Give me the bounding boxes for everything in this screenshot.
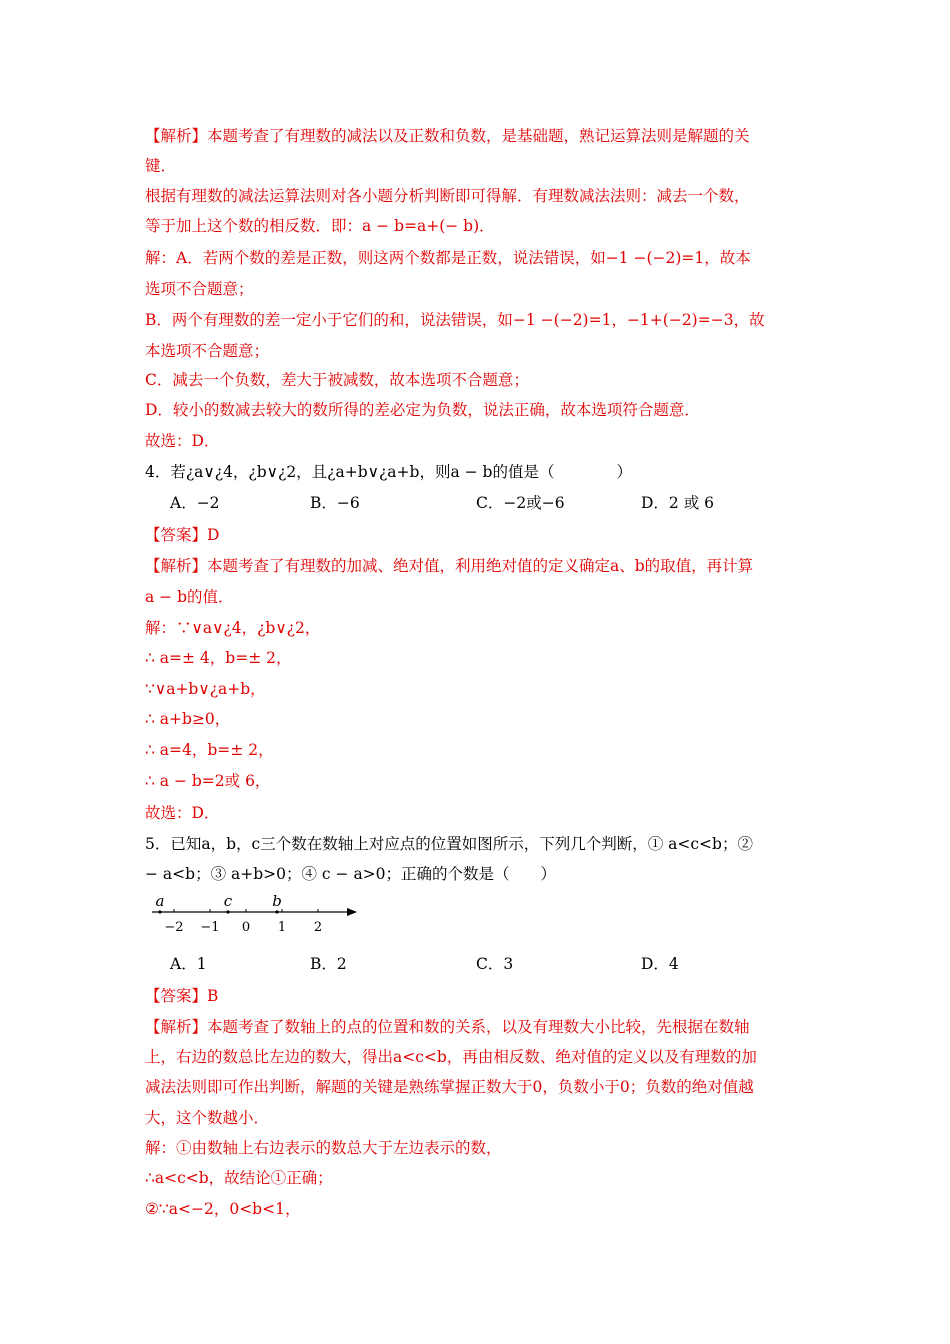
- text-line-15: a − b的值．: [145, 588, 234, 606]
- tick-label: 2: [313, 920, 323, 935]
- text-line-26: 【解析】本题考查了数轴上的点的位置和数的关系，以及有理数大小比较，先根据在数轴: [145, 1018, 750, 1036]
- text-line-05: 解：A．若两个数的差是正数，则这两个数都是正数，说法错误，如−1 −(−2)=1，故本: [145, 249, 751, 267]
- text-line-30: 解：①由数轴上右边表示的数总大于左边表示的数，: [145, 1139, 502, 1157]
- number-line-arrow: [347, 908, 357, 916]
- point-a-label: a: [155, 893, 165, 910]
- text-line-22: 故选：D．: [145, 804, 220, 822]
- text-line-11: 故选：D．: [145, 432, 220, 450]
- point-b-dot: [275, 910, 278, 913]
- text-line-31: ∴a<c<b，故结论①正确；: [145, 1169, 333, 1187]
- q4-answer: 【答案】D: [145, 526, 220, 544]
- text-line-19: ∴ a+b≥0，: [145, 710, 231, 728]
- text-line-27: 上，右边的数总比左边的数大，得出a<c<b，再由相反数、绝对值的定义以及有理数的加: [145, 1048, 757, 1066]
- q4-option-a: A．−2: [170, 494, 220, 512]
- text-line-16: 解：∵∨a∨¿4，¿b∨¿2，: [145, 619, 321, 637]
- text-line-10: D．较小的数减去较大的数所得的差必定为负数，说法正确，故本选项符合题意．: [145, 401, 700, 419]
- question-4-stem: 4．若¿a∨¿4，¿b∨¿2，且¿a+b∨¿a+b，则a − b的值是（ ）: [145, 463, 632, 481]
- text-line-04: 等于加上这个数的相反数．即：a − b=a+(− b)．: [145, 217, 495, 235]
- text-line-08: 本选项不合题意；: [145, 342, 270, 360]
- q5-option-b: B．2: [310, 955, 347, 973]
- text-line-14: 【解析】本题考查了有理数的加减、绝对值，利用绝对值的定义确定a、b的取值，再计算: [145, 557, 754, 575]
- question-5-stem-1: 5．已知a，b，c三个数在数轴上对应点的位置如图所示，下列几个判断，① a<c<b；②: [145, 835, 753, 853]
- text-line-28: 减法法则即可作出判断，解题的关键是熟练掌握正数大于0，负数小于0；负数的绝对值越: [145, 1078, 754, 1096]
- text-line-32: ②∵a<−2，0<b<1，: [145, 1200, 301, 1218]
- point-a-dot: [158, 910, 161, 913]
- question-5-stem-2: − a<b；③ a+b>0；④ c − a>0；正确的个数是（ ）: [145, 865, 557, 883]
- q5-option-a: A．1: [170, 955, 207, 973]
- tick-label: 1: [277, 920, 287, 935]
- text-line-29: 大，这个数越小．: [145, 1109, 270, 1127]
- text-line-07: B．两个有理数的差一定小于它们的和，说法错误，如−1 −(−2)=1，−1+(−2)=−3，故: [145, 311, 765, 329]
- text-line-21: ∴ a − b=2或 6，: [145, 772, 271, 790]
- q4-option-d: D．2 或 6: [641, 494, 715, 512]
- text-line-06: 选项不合题意；: [145, 280, 254, 298]
- tick-label: −2: [164, 920, 184, 935]
- text-line-03: 根据有理数的减法运算法则对各小题分析判断即可得解．有理数减法法则：减去一个数，: [145, 187, 750, 205]
- point-c-dot: [226, 910, 229, 913]
- q5-option-d: D．4: [641, 955, 679, 973]
- point-b-label: b: [272, 893, 282, 910]
- text-line-02: 键．: [145, 157, 177, 175]
- tick-label: −1: [200, 920, 220, 935]
- q5-answer: 【答案】B: [145, 987, 219, 1005]
- text-line-20: ∴ a=4，b=± 2，: [145, 741, 274, 759]
- text-line-17: ∴ a=± 4，b=± 2，: [145, 649, 292, 667]
- q4-option-b: B．−6: [310, 494, 360, 512]
- q4-option-c: C．−2或−6: [476, 494, 565, 512]
- q5-option-c: C．3: [476, 955, 514, 973]
- number-line-figure: [150, 893, 365, 937]
- point-c-label: c: [223, 893, 233, 910]
- text-line-01: 【解析】本题考查了有理数的减法以及正数和负数，是基础题，熟记运算法则是解题的关: [145, 127, 750, 145]
- text-line-09: C．减去一个负数，差大于被减数，故本选项不合题意；: [145, 371, 529, 389]
- tick-label: 0: [241, 920, 251, 935]
- text-line-18: ∵∨a+b∨¿a+b，: [145, 680, 266, 698]
